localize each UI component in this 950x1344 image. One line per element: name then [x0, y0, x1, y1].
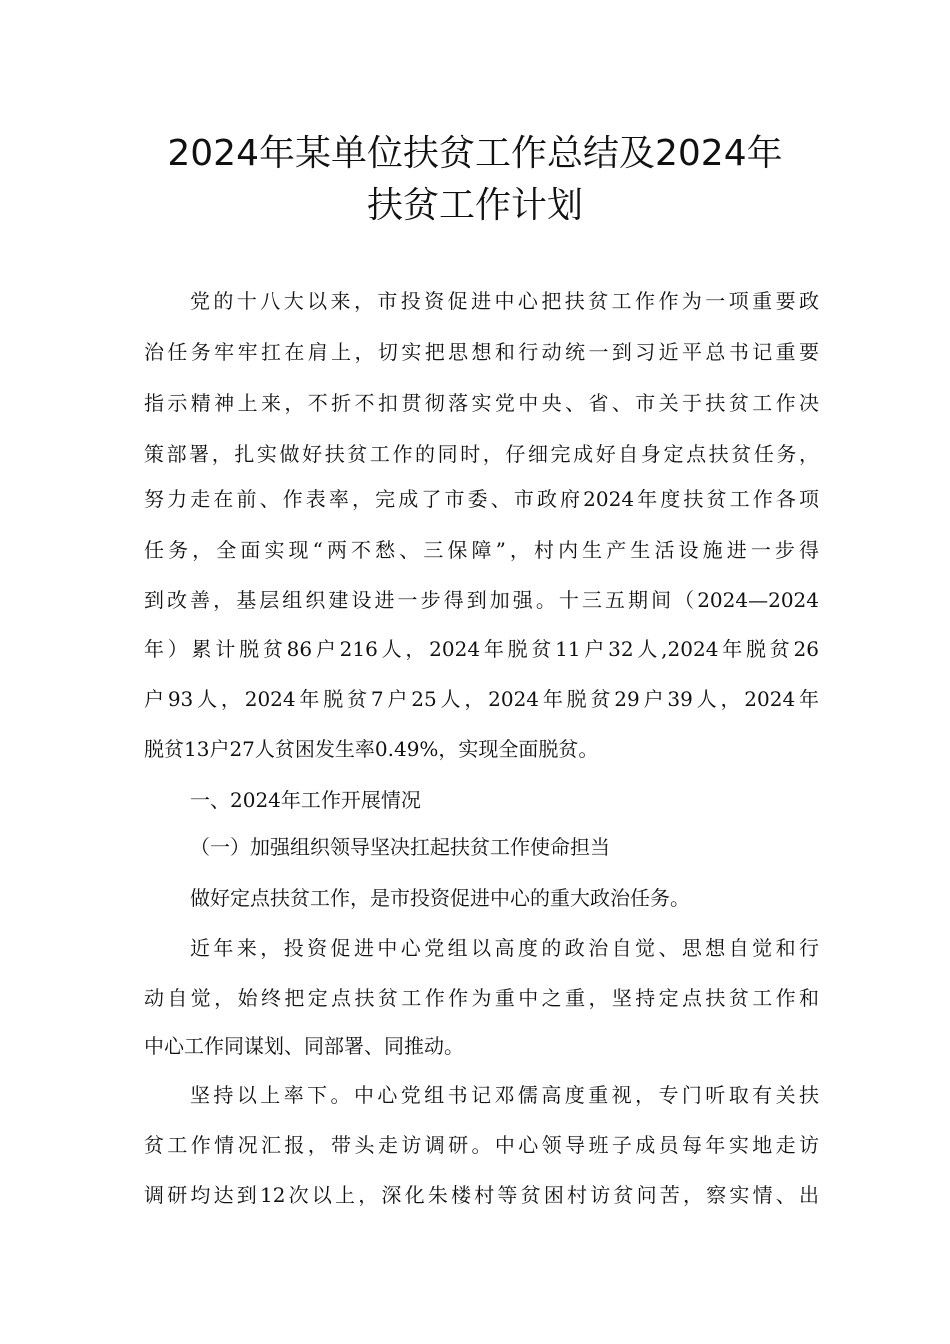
paragraph-4-line-3: 调研均达到12次以上，深化朱楼村等贫困村访贫问苦，察实情、出 — [144, 1183, 819, 1207]
subsection-heading-1: （一）加强组织领导坚决扛起扶贫工作使命担当 — [190, 835, 610, 859]
document-title-line-1: 2024年某单位扶贫工作总结及2024年 — [167, 133, 783, 174]
paragraph-1-line-6: 任务，全面实现“两不愁、三保障”，村内生产生活设施进一步得 — [144, 538, 819, 562]
paragraph-3-line-3: 中心工作同谋划、同部署、同推动。 — [144, 1034, 464, 1058]
paragraph-1-line-1: 党的十八大以来，市投资促进中心把扶贫工作作为一项重要政 — [190, 289, 819, 313]
paragraph-1-line-3: 指示精神上来，不折不扣贯彻落实党中央、省、市关于扶贫工作决 — [144, 391, 819, 415]
paragraph-4-line-2: 贫工作情况汇报，带头走访调研。中心领导班子成员每年实地走访 — [144, 1133, 819, 1157]
paragraph-3-line-1: 近年来，投资促进中心党组以高度的政治自觉、思想自觉和行 — [190, 936, 819, 960]
section-heading-1: 一、2024年工作开展情况 — [190, 788, 421, 812]
paragraph-1-line-7: 到改善，基层组织建设进一步得到加强。十三五期间（2024—2024 — [144, 588, 819, 612]
paragraph-1-line-5: 努力走在前、作表率，完成了市委、市政府2024年度扶贫工作各项 — [144, 487, 819, 511]
paragraph-1-line-8: 年）累计脱贫86户216人，2024年脱贫11户32人,2024年脱贫26 — [144, 637, 819, 661]
paragraph-4-line-1: 坚持以上率下。中心党组书记邓儒高度重视，专门听取有关扶 — [190, 1083, 819, 1107]
document-title-line-2: 扶贫工作计划 — [366, 185, 583, 226]
paragraph-1-line-10: 脱贫13户27人贫困发生率0.49%，实现全面脱贫。 — [144, 737, 599, 761]
paragraph-1-line-9: 户93人，2024年脱贫7户25人，2024年脱贫29户39人，2024年 — [144, 687, 819, 711]
paragraph-1-line-4: 策部署，扎实做好扶贫工作的同时，仔细完成好自身定点扶贫任务， — [144, 442, 819, 466]
paragraph-2: 做好定点扶贫工作，是市投资促进中心的重大政治任务。 — [190, 886, 690, 910]
paragraph-3-line-2: 动自觉，始终把定点扶贫工作作为重中之重，坚持定点扶贫工作和 — [144, 986, 819, 1010]
paragraph-1-line-2: 治任务牢牢扛在肩上，切实把思想和行动统一到习近平总书记重要 — [144, 340, 819, 364]
